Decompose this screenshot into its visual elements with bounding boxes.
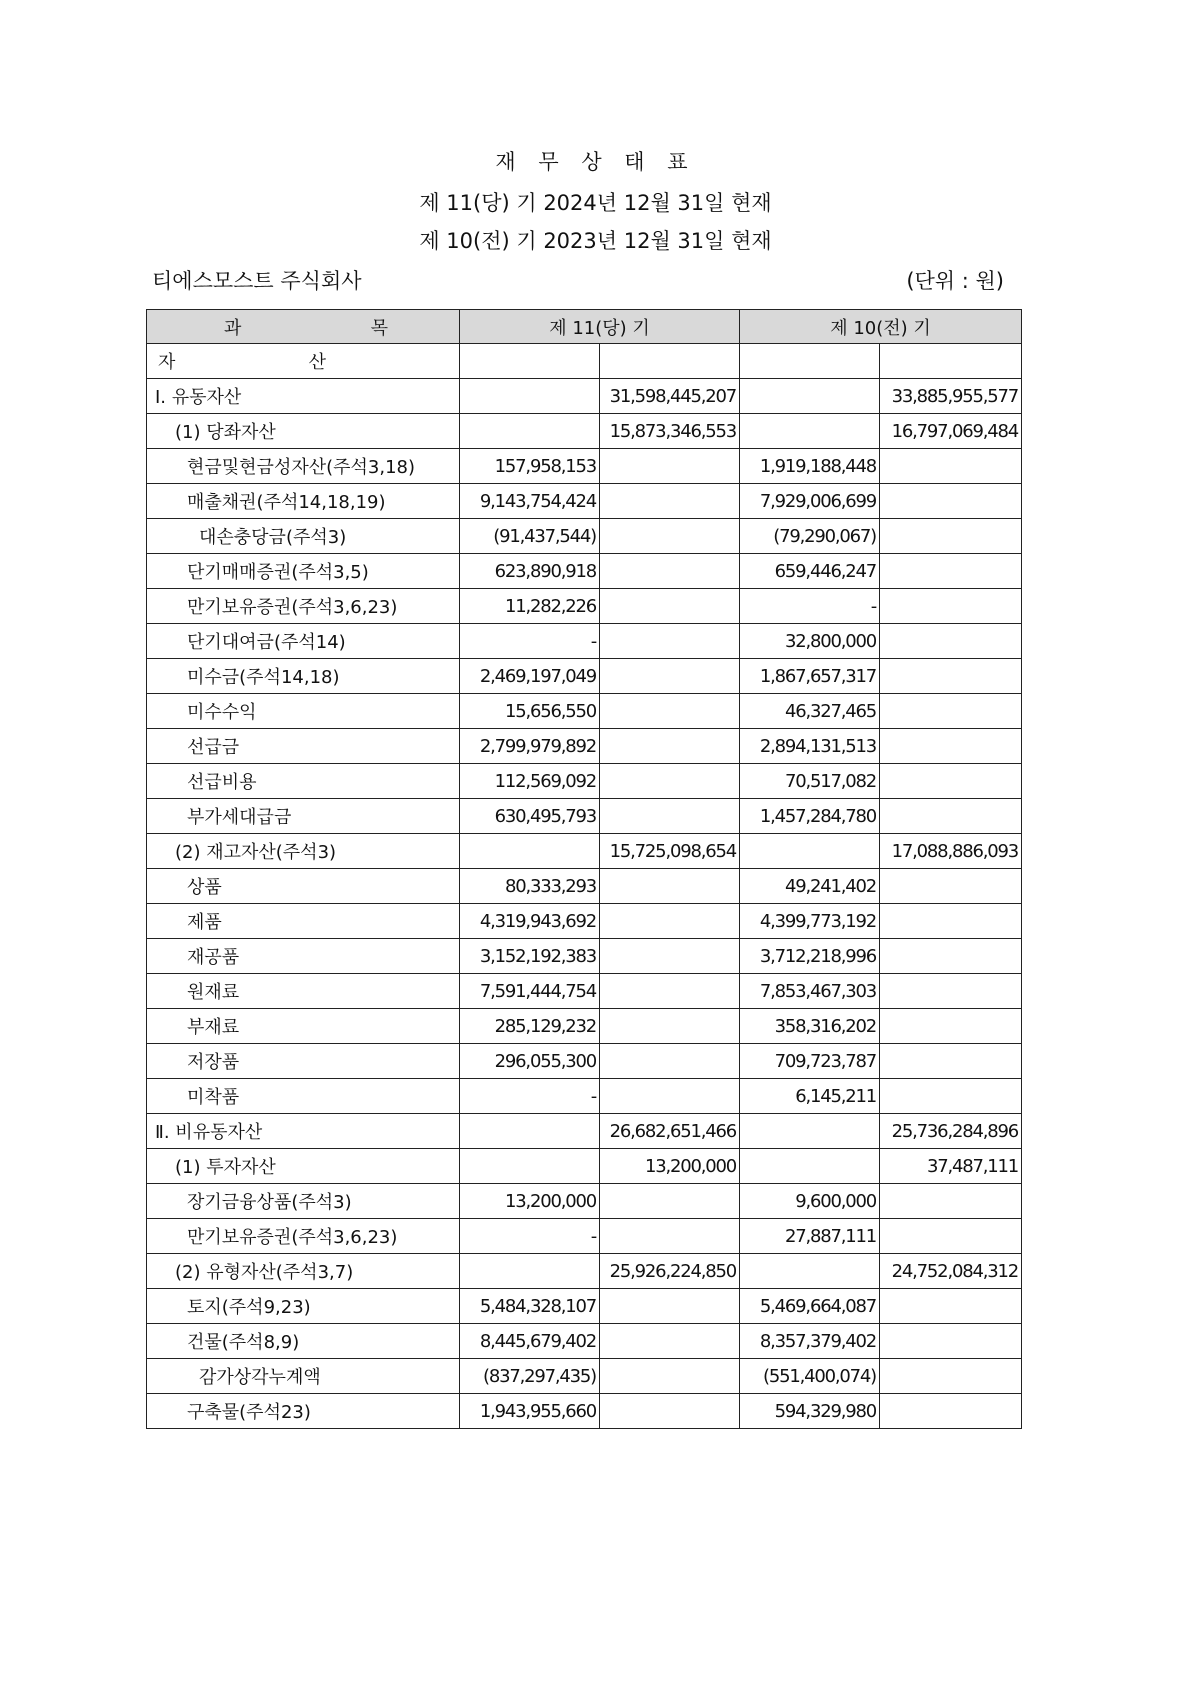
account-name: Ⅰ. 유동자산 (147, 379, 460, 414)
account-name: 저장품 (147, 1044, 460, 1079)
current-detail-amount: 3,152,192,383 (460, 939, 600, 974)
prior-detail-amount (740, 1254, 880, 1289)
account-name: 단기매매증권(주석3,5) (147, 554, 460, 589)
account-name: 만기보유증권(주석3,6,23) (147, 1219, 460, 1254)
table-row (147, 939, 1022, 974)
table-row (147, 1149, 1022, 1184)
table-row (147, 379, 1022, 414)
current-detail-amount: 11,282,226 (460, 589, 600, 624)
current-total-amount (600, 974, 740, 1009)
prior-detail-amount: 1,919,188,448 (740, 449, 880, 484)
prior-detail-amount: 6,145,211 (740, 1079, 880, 1114)
current-detail-amount: 623,890,918 (460, 554, 600, 589)
prior-detail-amount: 5,469,664,087 (740, 1289, 880, 1324)
current-period-label: 제 11(당) 기 2024년 12월 31일 현재 (419, 191, 772, 215)
current-total-amount (600, 589, 740, 624)
current-detail-amount: 80,333,293 (460, 869, 600, 904)
prior-detail-amount: 594,329,980 (740, 1394, 880, 1429)
table-row (147, 449, 1022, 484)
current-total-amount (600, 449, 740, 484)
prior-total-amount (880, 869, 1022, 904)
prior-detail-amount: 4,399,773,192 (740, 904, 880, 939)
current-total-amount (600, 764, 740, 799)
table-row (147, 1079, 1022, 1114)
current-detail-amount: 2,799,979,892 (460, 729, 600, 764)
table-row (147, 1394, 1022, 1429)
account-name: (2) 유형자산(주석3,7) (147, 1254, 460, 1289)
current-detail-amount: 630,495,793 (460, 799, 600, 834)
table-row (147, 1044, 1022, 1079)
table-row (147, 799, 1022, 834)
prior-detail-amount: 1,867,657,317 (740, 659, 880, 694)
prior-period-label: 제 10(전) 기 2023년 12월 31일 현재 (419, 229, 772, 253)
prior-total-amount (880, 449, 1022, 484)
account-name: 선급금 (147, 729, 460, 764)
prior-detail-amount (740, 414, 880, 449)
prior-detail-amount: 709,723,787 (740, 1044, 880, 1079)
table-row (147, 904, 1022, 939)
table-row (147, 1359, 1022, 1394)
prior-detail-amount: 7,853,467,303 (740, 974, 880, 1009)
table-row (147, 1324, 1022, 1359)
account-name: 대손충당금(주석3) (147, 519, 460, 554)
current-total-amount (600, 1079, 740, 1114)
prior-total-amount (880, 589, 1022, 624)
current-detail-amount: 13,200,000 (460, 1184, 600, 1219)
current-total-amount (600, 554, 740, 589)
current-total-amount (600, 939, 740, 974)
prior-detail-amount: 8,357,379,402 (740, 1324, 880, 1359)
prior-detail-amount: 49,241,402 (740, 869, 880, 904)
header-account (147, 310, 460, 344)
current-total-amount: 13,200,000 (600, 1149, 740, 1184)
prior-total-amount (880, 554, 1022, 589)
current-detail-amount: (91,437,544) (460, 519, 600, 554)
current-total-amount (600, 1009, 740, 1044)
prior-detail-amount: 9,600,000 (740, 1184, 880, 1219)
account-name: 상품 (147, 869, 460, 904)
prior-detail-amount (740, 1114, 880, 1149)
account-name: Ⅱ. 비유동자산 (147, 1114, 460, 1149)
prior-detail-amount (740, 1149, 880, 1184)
account-name: 재공품 (147, 939, 460, 974)
current-total-amount (600, 1219, 740, 1254)
account-name: (1) 투자자산 (147, 1149, 460, 1184)
current-detail-amount: 8,445,679,402 (460, 1324, 600, 1359)
prior-total-amount (880, 1079, 1022, 1114)
current-total-amount (600, 659, 740, 694)
prior-detail-amount: 32,800,000 (740, 624, 880, 659)
current-detail-amount (460, 379, 600, 414)
table-row (147, 694, 1022, 729)
prior-detail-amount: 27,887,111 (740, 1219, 880, 1254)
prior-total-amount (880, 484, 1022, 519)
prior-detail-amount: 2,894,131,513 (740, 729, 880, 764)
table-row (147, 729, 1022, 764)
prior-detail-amount: 7,929,006,699 (740, 484, 880, 519)
current-detail-amount (460, 1149, 600, 1184)
prior-total-amount: 24,752,084,312 (880, 1254, 1022, 1289)
current-detail-amount: 112,569,092 (460, 764, 600, 799)
prior-total-amount: 17,088,886,093 (880, 834, 1022, 869)
account-name: 미수금(주석14,18) (147, 659, 460, 694)
account-name: 매출채권(주석14,18,19) (147, 484, 460, 519)
prior-total-amount (880, 1184, 1022, 1219)
account-name: 토지(주석9,23) (147, 1289, 460, 1324)
current-detail-amount: (837,297,435) (460, 1359, 600, 1394)
account-name: 감가상각누계액 (147, 1359, 460, 1394)
account-name: 만기보유증권(주석3,6,23) (147, 589, 460, 624)
prior-total-amount: 16,797,069,484 (880, 414, 1022, 449)
prior-total-amount (880, 904, 1022, 939)
account-name: 부재료 (147, 1009, 460, 1044)
prior-total-amount (880, 799, 1022, 834)
current-detail-amount: 5,484,328,107 (460, 1289, 600, 1324)
current-total-amount (600, 1184, 740, 1219)
section-label-a: 자 (158, 352, 176, 373)
current-total-amount (600, 869, 740, 904)
prior-detail-amount: 46,327,465 (740, 694, 880, 729)
current-total-amount: 25,926,224,850 (600, 1254, 740, 1289)
current-total-amount (600, 484, 740, 519)
account-name: (2) 재고자산(주석3) (147, 834, 460, 869)
table-row (147, 869, 1022, 904)
prior-total-amount (880, 519, 1022, 554)
current-detail-amount: 15,656,550 (460, 694, 600, 729)
current-total-amount: 15,873,346,553 (600, 414, 740, 449)
section-row-assets (147, 344, 1022, 379)
current-total-amount: 26,682,651,466 (600, 1114, 740, 1149)
account-name: 미착품 (147, 1079, 460, 1114)
account-name: 단기대여금(주석14) (147, 624, 460, 659)
prior-total-amount (880, 659, 1022, 694)
current-total-amount: 15,725,098,654 (600, 834, 740, 869)
section-label (147, 344, 460, 379)
prior-detail-amount: (79,290,067) (740, 519, 880, 554)
prior-detail-amount (740, 379, 880, 414)
table-row (147, 1289, 1022, 1324)
table-header-row (147, 310, 1022, 344)
current-detail-amount: 1,943,955,660 (460, 1394, 600, 1429)
prior-total-amount (880, 624, 1022, 659)
header-account-b: 목 (370, 317, 388, 339)
prior-total-amount (880, 1359, 1022, 1394)
current-detail-amount (460, 834, 600, 869)
current-total-amount (600, 694, 740, 729)
account-name: 현금및현금성자산(주석3,18) (147, 449, 460, 484)
current-detail-amount: 285,129,232 (460, 1009, 600, 1044)
table-row (147, 624, 1022, 659)
current-total-amount (600, 1289, 740, 1324)
prior-total-amount (880, 974, 1022, 1009)
prior-detail-amount: 70,517,082 (740, 764, 880, 799)
table-row (147, 659, 1022, 694)
table-row (147, 834, 1022, 869)
account-name: 제품 (147, 904, 460, 939)
prior-total-amount (880, 694, 1022, 729)
table-row (147, 589, 1022, 624)
current-total-amount (600, 624, 740, 659)
prior-total-amount (880, 1289, 1022, 1324)
prior-detail-amount: (551,400,074) (740, 1359, 880, 1394)
prior-detail-amount: - (740, 589, 880, 624)
balance-sheet-table (146, 309, 1022, 1429)
table-row (147, 1184, 1022, 1219)
current-total-amount (600, 1324, 740, 1359)
table-row (147, 484, 1022, 519)
prior-total-amount: 25,736,284,896 (880, 1114, 1022, 1149)
current-total-amount (600, 799, 740, 834)
header-prior-period: 제 10(전) 기 (740, 310, 1022, 344)
current-detail-amount: 9,143,754,424 (460, 484, 600, 519)
prior-total-amount (880, 1219, 1022, 1254)
current-detail-amount (460, 1254, 600, 1289)
prior-total-amount (880, 939, 1022, 974)
document-title: 재 무 상 태 표 (495, 150, 696, 174)
section-label-b: 산 (308, 352, 326, 373)
account-name: 미수수익 (147, 694, 460, 729)
current-detail-amount: 2,469,197,049 (460, 659, 600, 694)
prior-detail-amount: 358,316,202 (740, 1009, 880, 1044)
current-detail-amount: 157,958,153 (460, 449, 600, 484)
current-detail-amount: 296,055,300 (460, 1044, 600, 1079)
prior-total-amount (880, 1009, 1022, 1044)
current-detail-amount (460, 1114, 600, 1149)
company-name: 티에스모스트 주식회사 (152, 269, 362, 293)
current-detail-amount: 7,591,444,754 (460, 974, 600, 1009)
table-row (147, 519, 1022, 554)
prior-total-amount (880, 729, 1022, 764)
table-row (147, 1254, 1022, 1289)
prior-total-amount (880, 764, 1022, 799)
account-name: 장기금융상품(주석3) (147, 1184, 460, 1219)
prior-total-amount (880, 1394, 1022, 1429)
account-name: 원재료 (147, 974, 460, 1009)
current-total-amount (600, 1359, 740, 1394)
table-row (147, 1114, 1022, 1149)
prior-total-amount: 37,487,111 (880, 1149, 1022, 1184)
account-name: 구축물(주석23) (147, 1394, 460, 1429)
prior-total-amount: 33,885,955,577 (880, 379, 1022, 414)
table-row (147, 974, 1022, 1009)
prior-detail-amount (740, 834, 880, 869)
current-total-amount: 31,598,445,207 (600, 379, 740, 414)
account-name: 선급비용 (147, 764, 460, 799)
prior-detail-amount: 3,712,218,996 (740, 939, 880, 974)
table-row (147, 554, 1022, 589)
current-total-amount (600, 1394, 740, 1429)
table-row (147, 1009, 1022, 1044)
account-name: (1) 당좌자산 (147, 414, 460, 449)
current-detail-amount: 4,319,943,692 (460, 904, 600, 939)
account-name: 부가세대급금 (147, 799, 460, 834)
current-total-amount (600, 729, 740, 764)
current-detail-amount: - (460, 1079, 600, 1114)
prior-detail-amount: 1,457,284,780 (740, 799, 880, 834)
current-total-amount (600, 1044, 740, 1079)
account-name: 건물(주석8,9) (147, 1324, 460, 1359)
prior-total-amount (880, 1324, 1022, 1359)
unit-label: (단위 : 원) (906, 269, 1004, 293)
current-total-amount (600, 519, 740, 554)
table-row (147, 414, 1022, 449)
header-current-period: 제 11(당) 기 (460, 310, 740, 344)
table-row (147, 764, 1022, 799)
current-detail-amount (460, 414, 600, 449)
header-account-a: 과 (224, 317, 242, 339)
current-total-amount (600, 904, 740, 939)
prior-total-amount (880, 1044, 1022, 1079)
current-detail-amount: - (460, 1219, 600, 1254)
prior-detail-amount: 659,446,247 (740, 554, 880, 589)
table-row (147, 1219, 1022, 1254)
current-detail-amount: - (460, 624, 600, 659)
